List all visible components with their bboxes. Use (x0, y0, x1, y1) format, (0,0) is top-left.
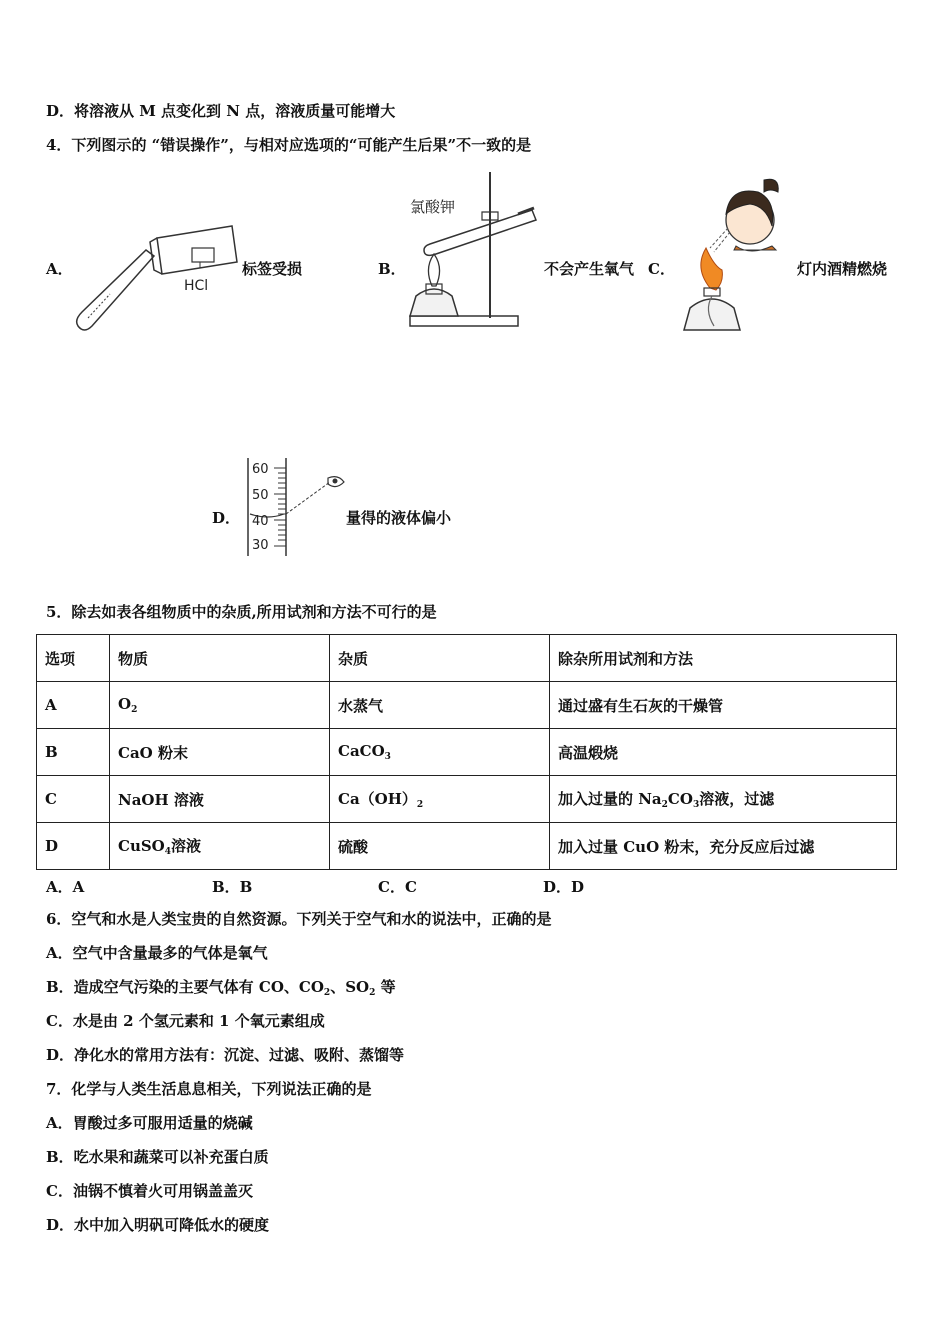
table-row (37, 776, 897, 823)
cell-substance: $O_2$ (110, 682, 330, 729)
q3-option-d: D．将溶液从 M 点变化到 N 点，溶液质量可能增大 (46, 102, 396, 120)
graduated-cylinder-figure (242, 456, 346, 558)
cell-method: 加入过量的 $Na_2CO_3$溶液，过滤 (550, 776, 897, 823)
scale-30: 30 (252, 538, 269, 553)
q6-option-c: C．水是由 2 个氢元素和 1 个氧元素组成 (46, 1012, 325, 1030)
q4-stem: 4．下列图示的 “错误操作”，与相对应选项的“可能产生后果”不一致的是 (46, 136, 532, 154)
table-row (37, 823, 897, 870)
hcl-label: HCl (184, 278, 209, 294)
table-row (37, 682, 897, 729)
q4-option-c-letter: C． (648, 260, 675, 278)
q5-stem: 5．除去如表各组物质中的杂质,所用试剂和方法不可行的是 (46, 603, 437, 621)
q5-answer-d: D．D (543, 878, 585, 896)
q4-option-d-letter: D． (212, 509, 241, 527)
scale-50: 50 (252, 488, 269, 503)
q4-option-b-letter: B． (378, 260, 406, 278)
blowing-out-lamp-figure (680, 170, 792, 334)
cell-option: B (37, 729, 110, 776)
cell-impurity: 水蒸气 (330, 682, 550, 729)
q7-option-a: A．胃酸过多可服用适量的烧碱 (46, 1114, 253, 1132)
cell-substance: CuSO$_4$溶液 (110, 823, 330, 870)
cell-impurity: 硫酸 (330, 823, 550, 870)
col-header-method: 除杂所用试剂和方法 (550, 635, 897, 682)
q4-option-b-result: 不会产生氧气 (544, 260, 635, 278)
cell-substance: NaOH 溶液 (110, 776, 330, 823)
table-row (37, 729, 897, 776)
col-header-impurity: 杂质 (330, 635, 550, 682)
q7-option-c: C．油锅不慎着火可用锅盖盖灭 (46, 1182, 253, 1200)
q7-option-b: B．吃水果和蔬菜可以补充蛋白质 (46, 1148, 269, 1166)
cell-method: 加入过量 CuO 粉末，充分反应后过滤 (550, 823, 897, 870)
cell-substance: CaO 粉末 (110, 729, 330, 776)
q5-answer-a: A．A (46, 878, 85, 896)
q7-stem: 7．化学与人类生活息息相关，下列说法正确的是 (46, 1080, 372, 1098)
table-header-row (37, 635, 897, 682)
scale-60: 60 (252, 462, 269, 477)
cell-impurity: $Ca(OH)_2$ (330, 776, 550, 823)
q5-answer-c: C．C (378, 878, 417, 896)
cell-option: D (37, 823, 110, 870)
cell-impurity: CaCO$_3$ (330, 729, 550, 776)
q6-stem: 6．空气和水是人类宝贵的自然资源。下列关于空气和水的说法中，正确的是 (46, 910, 552, 928)
cell-option: C (37, 776, 110, 823)
heating-kclo3-figure (402, 168, 542, 334)
q4-option-d-result: 量得的液体偏小 (346, 509, 452, 527)
cell-method: 高温煅烧 (550, 729, 897, 776)
col-header-option: 选项 (37, 635, 110, 682)
q5-answer-b: B．B (212, 878, 253, 896)
pouring-liquid-figure (72, 220, 242, 338)
q4-option-a-result: 标签受损 (242, 260, 303, 278)
scale-40: 40 (252, 514, 269, 529)
q4-option-a-letter: A． (46, 260, 73, 278)
q5-table (36, 634, 897, 870)
col-header-substance: 物质 (110, 635, 330, 682)
q7-option-d: D．水中加入明矾可降低水的硬度 (46, 1216, 270, 1234)
bottle-label (192, 248, 214, 262)
q4-option-c-result: 灯内酒精燃烧 (797, 260, 888, 278)
cell-method: 通过盛有生石灰的干燥管 (550, 682, 897, 729)
kclo3-label: 氯酸钾 (410, 198, 456, 216)
q6-option-a: A．空气中含量最多的气体是氧气 (46, 944, 268, 962)
q6-option-d: D．净化水的常用方法有：沉淀、过滤、吸附、蒸馏等 (46, 1046, 405, 1064)
cell-option: A (37, 682, 110, 729)
q6-option-b: B．造成空气污染的主要气体有 CO、$CO_2$、$SO_2$ 等 (46, 978, 396, 998)
